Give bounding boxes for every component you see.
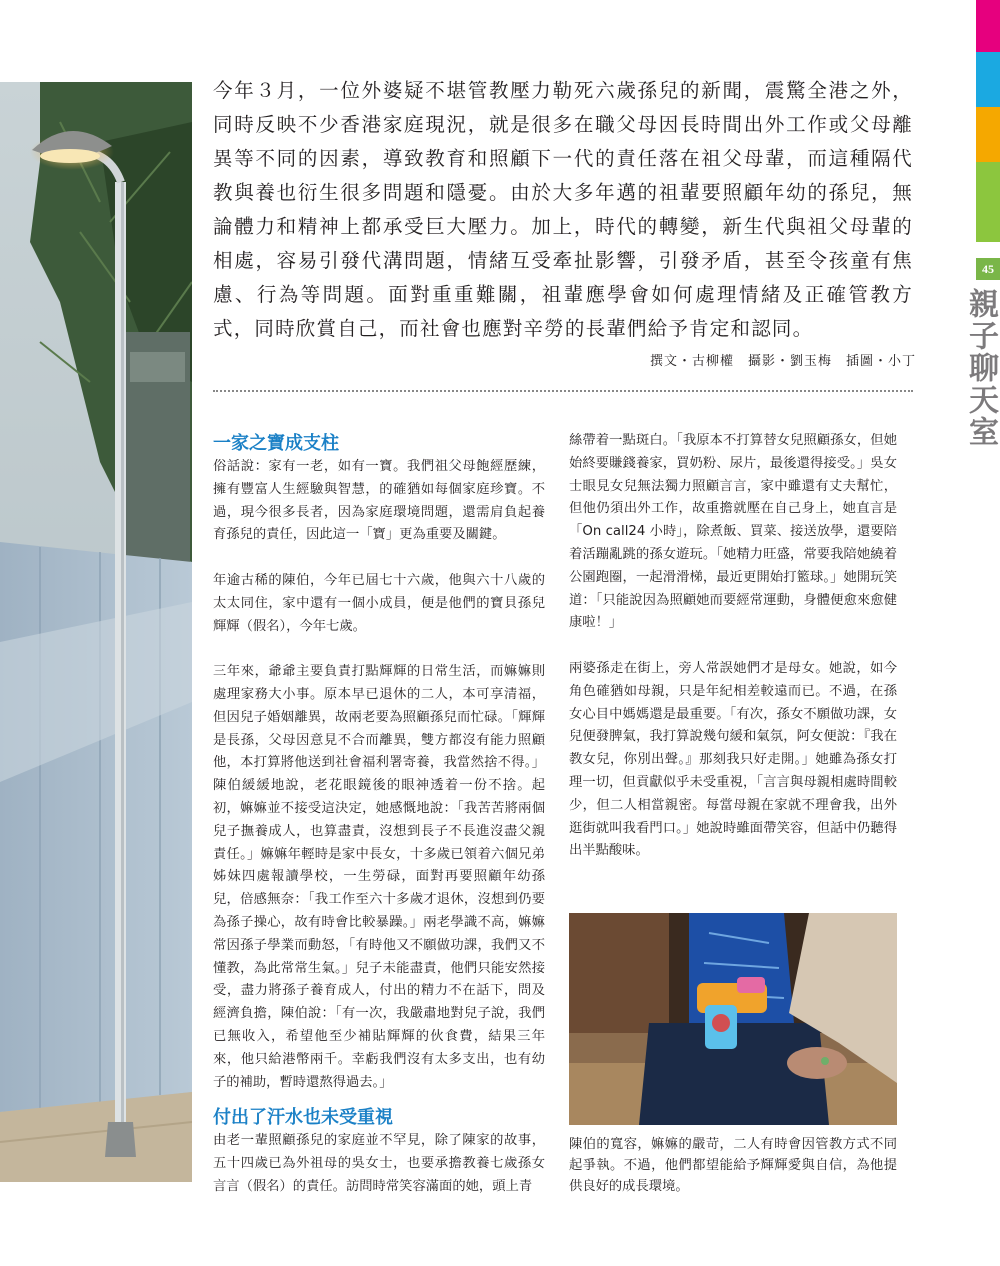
- paragraph: 俗話說：家有一老，如有一寶。我們祖父母飽經歷練，擁有豐富人生經驗與智慧，的確猶如每個家庭珍寶。不過，現今很多長者，因為家庭環境問題，還需肩負起養育孫兒的責任，因此這一「寶」更為重要及關鍵。: [213, 459, 545, 543]
- section-heading: 一家之寶成支柱: [213, 433, 339, 454]
- color-tab-orange: [976, 107, 1000, 162]
- paragraph: 三年來，爺爺主要負責打點輝輝的日常生活，而嫲嫲則處理家務大小事。原本早已退休的二人，本可享清福，但因兒子婚姻離異，故兩老要為照顧孫兒而忙碌。「輝輝是長孫，父母因意見不合而離異，雙方都沒有能力照顧他，本打算將他送到社會福利署寄養，我當然捨不得。」陳伯緩緩地說，老花眼鏡後的眼神透着一份不捨。起初，嫲嫲並不接受這決定，她感慨地說：「我苦苦將兩個兒子撫養成人，也算盡責，沒想到長子不長進沒盡父親責任。」嫲嫲年輕時是家中長女，十多歲已領着六個兄弟姊妹四處報讀學校，一生勞碌，面對再要照顧年幼孫兒，倍感無奈：「我工作至六十多歲才退休，沒想到仍要為孫子操心，故有時會比較暴躁。」兩老學識不高，嫲嫲常因孫子學業而動怒，「有時他又不願做功課，我們又不懂教，為此常常生氣。」兒子未能盡責，他們只能安然接受，盡力將孫子養育成人，付出的精力不在話下，問及經濟負擔，陳伯說：「有一次，我嚴肅地對兒子說，我們已無收入，希望他至少補貼輝輝的伙食費，結果三年來，他只給港幣兩千。幸虧我們沒有太多支出，也有幼子的補助，暫時還熬得過去。」: [213, 664, 545, 1090]
- paragraph-continued: 絲帶着一點斑白。「我原本不打算替女兒照顧孫女，但她始終要賺錢養家，買奶粉、尿片，最後還得接受。」吳女士眼見女兒無法獨力照顧言言，家中雖還有丈夫幫忙，但他仍須出外工作，故重擔就壓在自己身上，她直言是「On call24 小時」，除煮飯、買菜、接送放學，還要陪着活蹦亂跳的孫女遊玩。「她精力旺盛，常要我陪她繞着公園跑圈，一起滑滑梯，最近更開始打籃球。」她開玩笑道：「只能說因為照顧她而要經常運動，身體便愈來愈健康啦！」: [569, 433, 897, 631]
- article-column-2: [569, 430, 897, 886]
- grandparent-child-photo: [569, 913, 897, 1125]
- paragraph: 年逾古稀的陳伯，今年已屆七十六歲，他與六十八歲的太太同住，家中還有一個小成員，便是他們的寶貝孫兒輝輝（假名），今年七歲。: [213, 572, 545, 634]
- paragraph: 兩婆孫走在街上，旁人常誤她們才是母女。她說，如今角色確猶如母親，只是年紀相差較遠而已。不過，在孫女心目中媽媽還是最重要。「有次，孫女不願做功課，女兒便發脾氣，我打算說幾句緩和氣氛，阿女便說：『我在教女兒，你別出聲。』那刻我只好走開。」她雖為孫女打理一切，但貢獻似乎未受重視，「言言與母親相處時間較少，但二人相當親密。每當母親在家就不理會我，出外逛街就叫我看門口。」她說時雖面帶笑容，但話中仍聽得出半點酸味。: [569, 660, 897, 859]
- dotted-divider: [213, 390, 913, 392]
- article-column-1: [213, 430, 545, 1199]
- section-heading: 付出了汗水也未受重視: [213, 1107, 393, 1129]
- paragraph: 由老一輩照顧孫兒的家庭並不罕見，除了陳家的故事，五十四歲已為外祖母的吳女士，也要承擔教養七歲孫女言言（假名）的責任。訪問時常笑容滿面的她，頭上青: [213, 1133, 545, 1194]
- color-tab-pink: [976, 0, 1000, 52]
- color-tab-green: [976, 162, 1000, 242]
- section-title: 親子聊天室: [963, 288, 998, 448]
- color-tab-cyan: [976, 52, 1000, 107]
- credit-line: 撰文・古柳權 攝影・劉玉梅 插圖・小丁: [649, 354, 916, 369]
- intro-paragraph: 今年３月，一位外婆疑不堪管教壓力勒死六歲孫兒的新聞，震驚全港之外，同時反映不少香港家庭現況，就是很多在職父母因長時間出外工作或父母離異等不同的因素，導致教育和照顧下一代的責任落在祖父母輩，而這種隔代教與養也衍生很多問題和隱憂。由於大多年邁的祖輩要照顧年幼的孫兒，無論體力和精神上都承受巨大壓力。加上，時代的轉變，新生代與祖父母輩的相處，容易引發代溝問題，情緒互受牽扯影響，引發矛盾，甚至令孩童有焦慮、行為等問題。面對重重難關，祖輩應學會如何處理情緒及正確管教方式，同時欣賞自己，而社會也應對辛勞的長輩們給予肯定和認同。: [213, 79, 913, 340]
- street-lamp-photo: [0, 82, 192, 1182]
- photo-caption: 陳伯的寬容，嫲嫲的嚴苛，二人有時會因管教方式不同起爭執。不過，他們都望能給予輝輝愛與自信，為他提供良好的成長環境。: [569, 1137, 897, 1194]
- page-number: 45: [976, 258, 1000, 280]
